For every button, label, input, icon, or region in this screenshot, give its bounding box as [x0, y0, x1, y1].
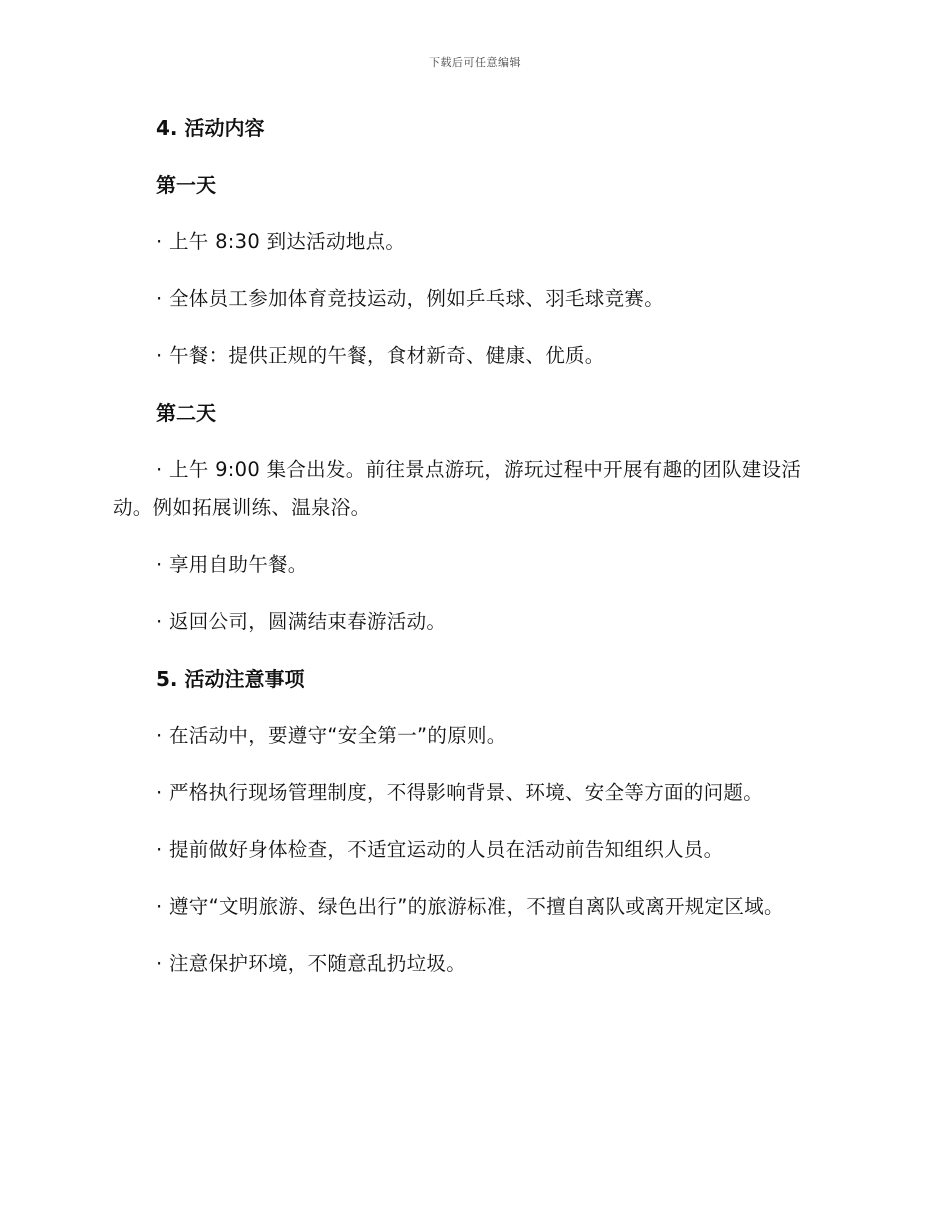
page-header-note: 下载后可任意编辑: [429, 56, 521, 69]
subheading-day-one: 第一天: [156, 173, 216, 197]
paragraph: · 午餐：提供正规的午餐，食材新奇、健康、优质。: [156, 344, 605, 367]
document-body: [113, 109, 833, 1002]
paragraph: · 享用自助午餐。: [156, 553, 308, 576]
paragraph: · 严格执行现场管理制度，不得影响背景、环境、安全等方面的问题。: [156, 781, 763, 804]
paragraph: · 返回公司，圆满结束春游活动。: [156, 610, 447, 633]
subheading-day-two: 第二天: [156, 401, 216, 425]
paragraph: · 上午 8:30 到达活动地点。: [156, 230, 406, 253]
section-heading-activity-content: 4. 活动内容: [156, 116, 265, 140]
paragraph: · 注意保护环境，不随意乱扔垃圾。: [156, 952, 466, 975]
section-heading-precautions: 5. 活动注意事项: [156, 667, 305, 691]
paragraph: · 遵守“文明旅游、绿色出行”的旅游标准，不擅自离队或离开规定区域。: [156, 895, 784, 918]
paragraph: · 全体员工参加体育竞技运动，例如乒乓球、羽毛球竞赛。: [156, 287, 664, 310]
paragraph: · 在活动中，要遵守“安全第一”的原则。: [156, 724, 507, 747]
paragraph: · 提前做好身体检查，不适宜运动的人员在活动前告知组织人员。: [156, 838, 724, 861]
paragraph: · 上午 9:00 集合出发。前往景点游玩，游玩过程中开展有趣的团队建设活动。例如拓展训练、温泉浴。: [113, 458, 802, 519]
